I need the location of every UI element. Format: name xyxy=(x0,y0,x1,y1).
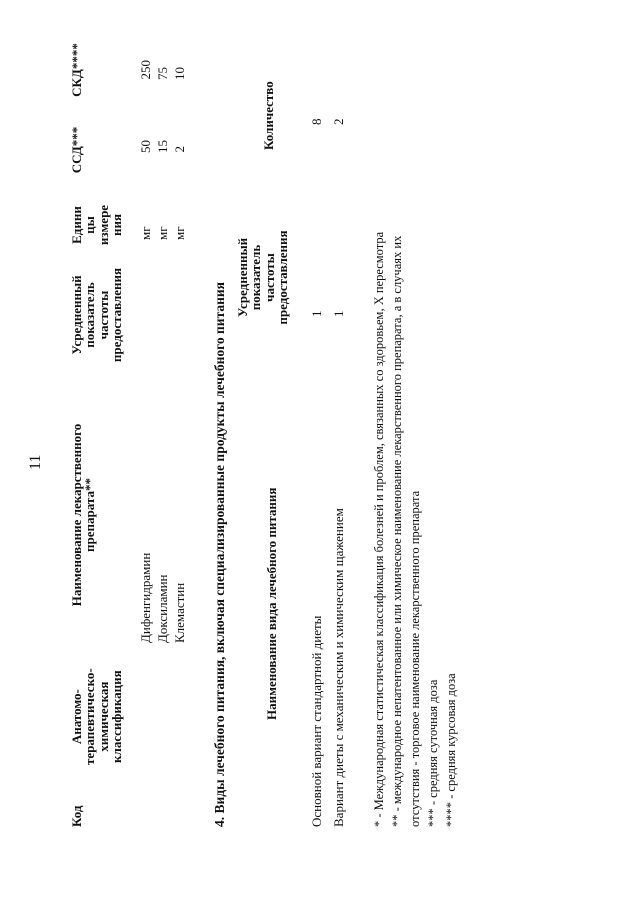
footnote-4: *** - средняя суточная доза xyxy=(426,679,440,827)
drug-unit-1: мг xyxy=(138,226,153,240)
header-diet-name: Наименование вида лечебного питания xyxy=(264,487,279,720)
header-ssd: ССД*** xyxy=(69,126,84,174)
header-drug-name: Наименование лекарственного препарата** xyxy=(69,423,98,607)
drug-ssd-1: 50 xyxy=(138,140,153,153)
diet-name-1: Основной вариант стандартной диеты xyxy=(309,615,324,827)
drug-name-1: Дифенгидрамин xyxy=(138,552,153,643)
header-skd: СКД**** xyxy=(69,43,84,97)
section-4-title: 4. Виды лечебного питания, включая специализированные продукты лечебного питания xyxy=(212,282,227,827)
footnote-5: **** - средняя курсовая доза xyxy=(444,673,458,827)
footnote-3: отсутствия - торговое наименование лекарственного препарата xyxy=(408,490,422,827)
diet-qty-2: 2 xyxy=(331,118,346,125)
header-units: Едини цы измере ния xyxy=(69,204,124,246)
header-diet-quantity: Количество xyxy=(261,81,276,150)
drug-skd-3: 10 xyxy=(172,67,187,80)
header-frequency: Усредненный показатель частоты предоставления xyxy=(69,267,124,363)
header-diet-frequency: Усредненный показатель частоты предоставления xyxy=(235,230,290,325)
drug-ssd-3: 2 xyxy=(172,146,187,153)
diet-qty-1: 8 xyxy=(309,118,324,125)
page-number: 11 xyxy=(27,454,44,470)
drug-unit-2: мг xyxy=(155,226,170,240)
header-code: Код xyxy=(69,805,84,827)
diet-freq-2: 1 xyxy=(331,310,346,317)
drug-skd-2: 75 xyxy=(155,67,170,80)
footnote-2: ** - международное непатентованное или химическое наименование лекарственного препарата, а в случаях их xyxy=(390,235,404,827)
drug-ssd-2: 15 xyxy=(155,140,170,153)
diet-freq-1: 1 xyxy=(309,310,324,317)
drug-unit-3: мг xyxy=(172,226,187,240)
diet-name-2: Вариант диеты с механическим и химическим щажением xyxy=(331,508,346,827)
drug-name-2: Доксиламин xyxy=(155,574,170,643)
footnote-1: * - Международная статистическая классификация болезней и проблем, связанных со здоровьем, X пересмотра xyxy=(372,231,386,827)
drug-skd-1: 250 xyxy=(138,60,153,80)
header-atc: Анатомо- терапевтическо- химическая классификация xyxy=(69,668,124,765)
drug-name-3: Клемастин xyxy=(172,582,187,643)
